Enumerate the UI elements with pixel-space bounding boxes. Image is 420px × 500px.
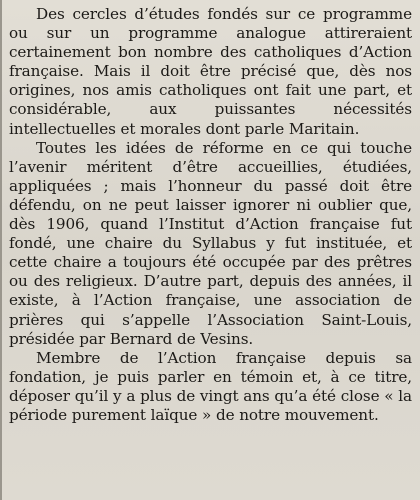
- article-column: [9, 5, 412, 425]
- paragraph-2: Toutes les idées de réforme en ce qui touche l’avenir méritent d’être accueillies, étudiées, appliquées ; mais l’honneur du passé doit être défendu, on ne peut laisser ignorer ni oublier que, dès 1906, quand l’Institut d’Action française fut fondé, une chaire du Syllabus y fut instituée, et cette chaire a toujours été occupée par des prêtres ou des religieux. D’autre part, depuis des années, il existe, à l’Action française, une association de prières qui s’appelle l’Association Saint-Louis, présidée par Bernard de Vesins.: [9, 138, 412, 348]
- paragraph-3: Membre de l’Action française depuis sa fondation, je puis parler en témoin et, à ce titre, déposer qu’il y a plus de vingt ans qu’a été close « la période purement laïque » de notre mouvement.: [9, 348, 412, 424]
- paragraph-1: Des cercles d’études fondés sur ce programme ou sur un programme analogue attireraient certainement bon nombre des catholiques d’Action française. Mais il doit être précisé que, dès nos origines, nos amis catholiques ont fait une part, et considérable, aux puissantes nécessités intellectuelles et morales dont parle Maritain.: [9, 5, 412, 138]
- column-rule: [0, 0, 2, 500]
